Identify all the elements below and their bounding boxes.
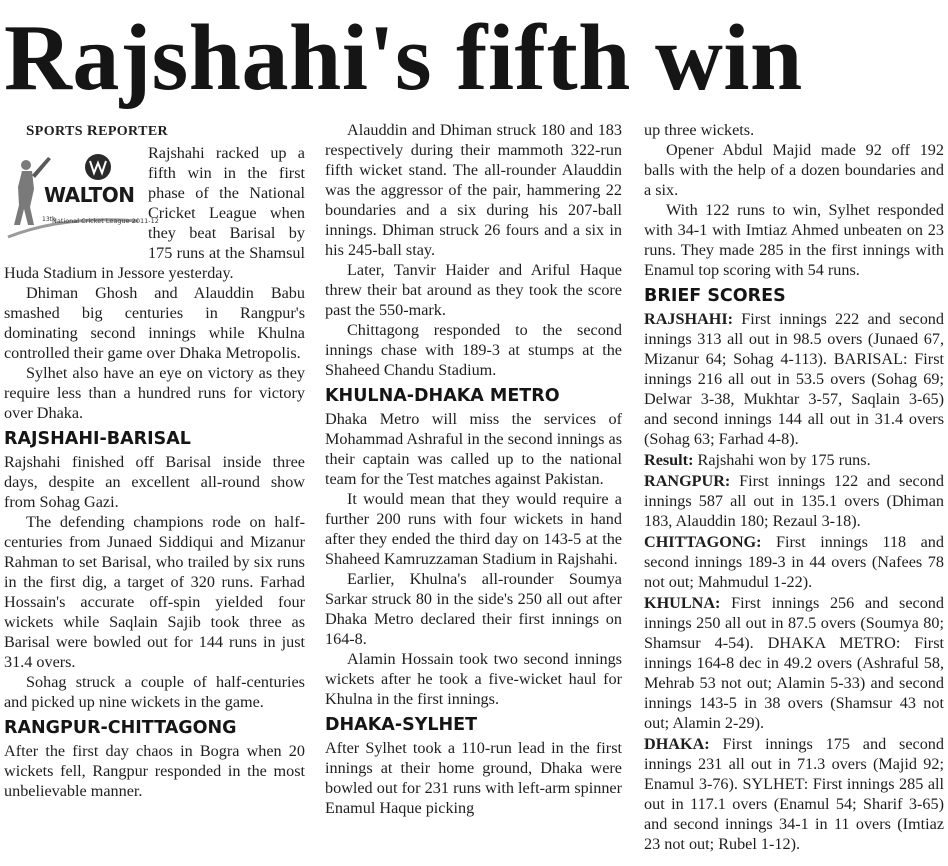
subheading-rajshahi-barisal: RAJSHAHI-BARISAL <box>4 429 191 449</box>
subheading-brief-scores: BRIEF SCORES <box>644 286 786 306</box>
score-entry: RANGPUR: First innings 122 and second innings 587 all out in 135.1 overs (Dhiman 183, Alauddin 180; Rezaul 3-18). <box>644 472 944 530</box>
subheading-rangpur-chittagong: RANGPUR-CHITTAGONG <box>4 718 237 738</box>
logo-caption: National Cricket League 2011-12 <box>52 217 159 225</box>
paragraph: With 122 runs to win, Sylhet responded with 34-1 with Imtiaz Ahmed unbeaten on 23 runs. They made 285 in the first innings with Enamul top scoring with 54 runs. <box>644 201 944 279</box>
article-column-1 <box>4 120 305 801</box>
paragraph: The defending champions rode on half-centuries from Junaed Siddiqui and Mizanur Rahman to set Barisal, who trailed by six runs in the first dig, a target of 320 runs. Farhad Hossain's accurate off-spin yielded four wickets while Saqlain Sajib took three as Barisal were bowled out for 144 runs in just 31.4 overs. <box>4 513 305 671</box>
score-entry: RAJSHAHI: First innings 222 and second innings 313 all out in 98.5 overs (Junaed 67, Mizanur 64; Sohag 4-113). BARISAL: First innings 216 all out in 53.5 overs (Sohag 69; Delwar 3-38, Mukhtar 3-57, Saqlain 3-65) and second innings 144 all out in 31.4 overs (Sohag 63; Farhad 4-8). <box>644 310 944 448</box>
paragraph: Opener Abdul Majid made 92 off 192 balls with the help of a dozen boundaries and a six. <box>644 141 944 199</box>
paragraph: Rajshahi finished off Barisal inside three days, despite an excellent all-round show from Sohag Gazi. <box>4 453 305 511</box>
paragraph: After the first day chaos in Bogra when 20 wickets fell, Rangpur responded in the most unbelievable manner. <box>4 742 305 800</box>
walton-ncl-logo <box>4 145 159 243</box>
paragraph: After Sylhet took a 110-run lead in the first innings at their home ground, Dhaka were bowled out for 231 runs with left-arm spinner Enamul Haque picking <box>325 739 622 817</box>
paragraph: It would mean that they would require a further 200 runs with four wickets in hand after they ended the third day on 143-5 at the Shaheed Kamruzzaman Stadium in Rajshahi. <box>325 490 622 568</box>
paragraph: Dhaka Metro will miss the services of Mohammad Ashraful in the second innings as their captain was called up to the national team for the Test matches against Pakistan. <box>325 410 622 488</box>
score-entry: Result: Rajshahi won by 175 runs. <box>644 451 871 469</box>
intro-paragraph: Rajshahi racked up a fifth win in the first phase of the National Cricket League when they beat Barisal by 175 runs at the Shamsul Huda Stadium in Jessore yesterday. <box>4 144 305 282</box>
score-entry: KHULNA: First innings 256 and second innings 250 all out in 87.5 overs (Soumya 80; Shamsur 4-54). DHAKA METRO: First innings 164-8 dec in 49.2 overs (Ashraful 58, Mehrab 53 not out; Alamin 5-33) and second innings 143-5 in 38 overs (Shamsur 43 not out; Alamin 2-29). <box>644 594 944 732</box>
paragraph: Sohag struck a couple of half-centuries and picked up nine wickets in the game. <box>4 673 305 711</box>
walton-logo-text: WALTON <box>44 183 135 207</box>
headline: Rajshahi's fifth win <box>4 6 803 110</box>
score-entry: DHAKA: First innings 175 and second innings 231 all out in 71.3 overs (Majid 92; Enamul 3-76). SYLHET: First innings 285 all out in 117.1 overs (Enamul 54; Sharif 3-65) and second innings 34-1 in 11 overs (Imtiaz 23 not out; Rubel 1-12). <box>644 735 944 853</box>
paragraph: up three wickets. <box>644 121 755 139</box>
article-column-3 <box>644 120 944 855</box>
paragraph: Later, Tanvir Haider and Ariful Haque threw their bat around as they took the score past the 550-mark. <box>325 261 622 319</box>
brief-scores <box>644 309 944 854</box>
paragraph: Alauddin and Dhiman struck 180 and 183 respectively during their mammoth 322-run fifth wicket stand. The all-rounder Alauddin was the aggressor of the pair, hammering 22 boundaries and a six during his 207-ball innings. Dhiman struck 26 fours and a six in his 245-ball stay. <box>325 121 622 259</box>
logo-superscript: 13th <box>42 216 56 223</box>
subheading-dhaka-sylhet: DHAKA-SYLHET <box>325 715 478 735</box>
paragraph: Alamin Hossain took two second innings wickets after he took a five-wicket haul for Khulna in the first innings. <box>325 650 622 708</box>
byline: SPORTS REPORTER <box>26 123 169 139</box>
paragraph: Dhiman Ghosh and Alauddin Babu smashed big centuries in Rangpur's dominating second innings while Khulna controlled their game over Dhaka Metropolis. <box>4 284 305 362</box>
paragraph: Earlier, Khulna's all-rounder Soumya Sarkar struck 80 in the side's 250 all out after Dhaka Metro declared their first innings on 164-8. <box>325 570 622 648</box>
article-column-2 <box>325 120 622 818</box>
score-entry: CHITTAGONG: First innings 118 and second innings 189-3 in 44 overs (Nafees 78 not out; Mahmudul 1-22). <box>644 533 944 591</box>
paragraph: Chittagong responded to the second innings chase with 189-3 at stumps at the Shaheed Chandu Stadium. <box>325 321 622 379</box>
paragraph: Sylhet also have an eye on victory as they require less than a hundred runs for victory over Dhaka. <box>4 364 305 422</box>
subheading-khulna-dhaka-metro: KHULNA-DHAKA METRO <box>325 386 560 406</box>
